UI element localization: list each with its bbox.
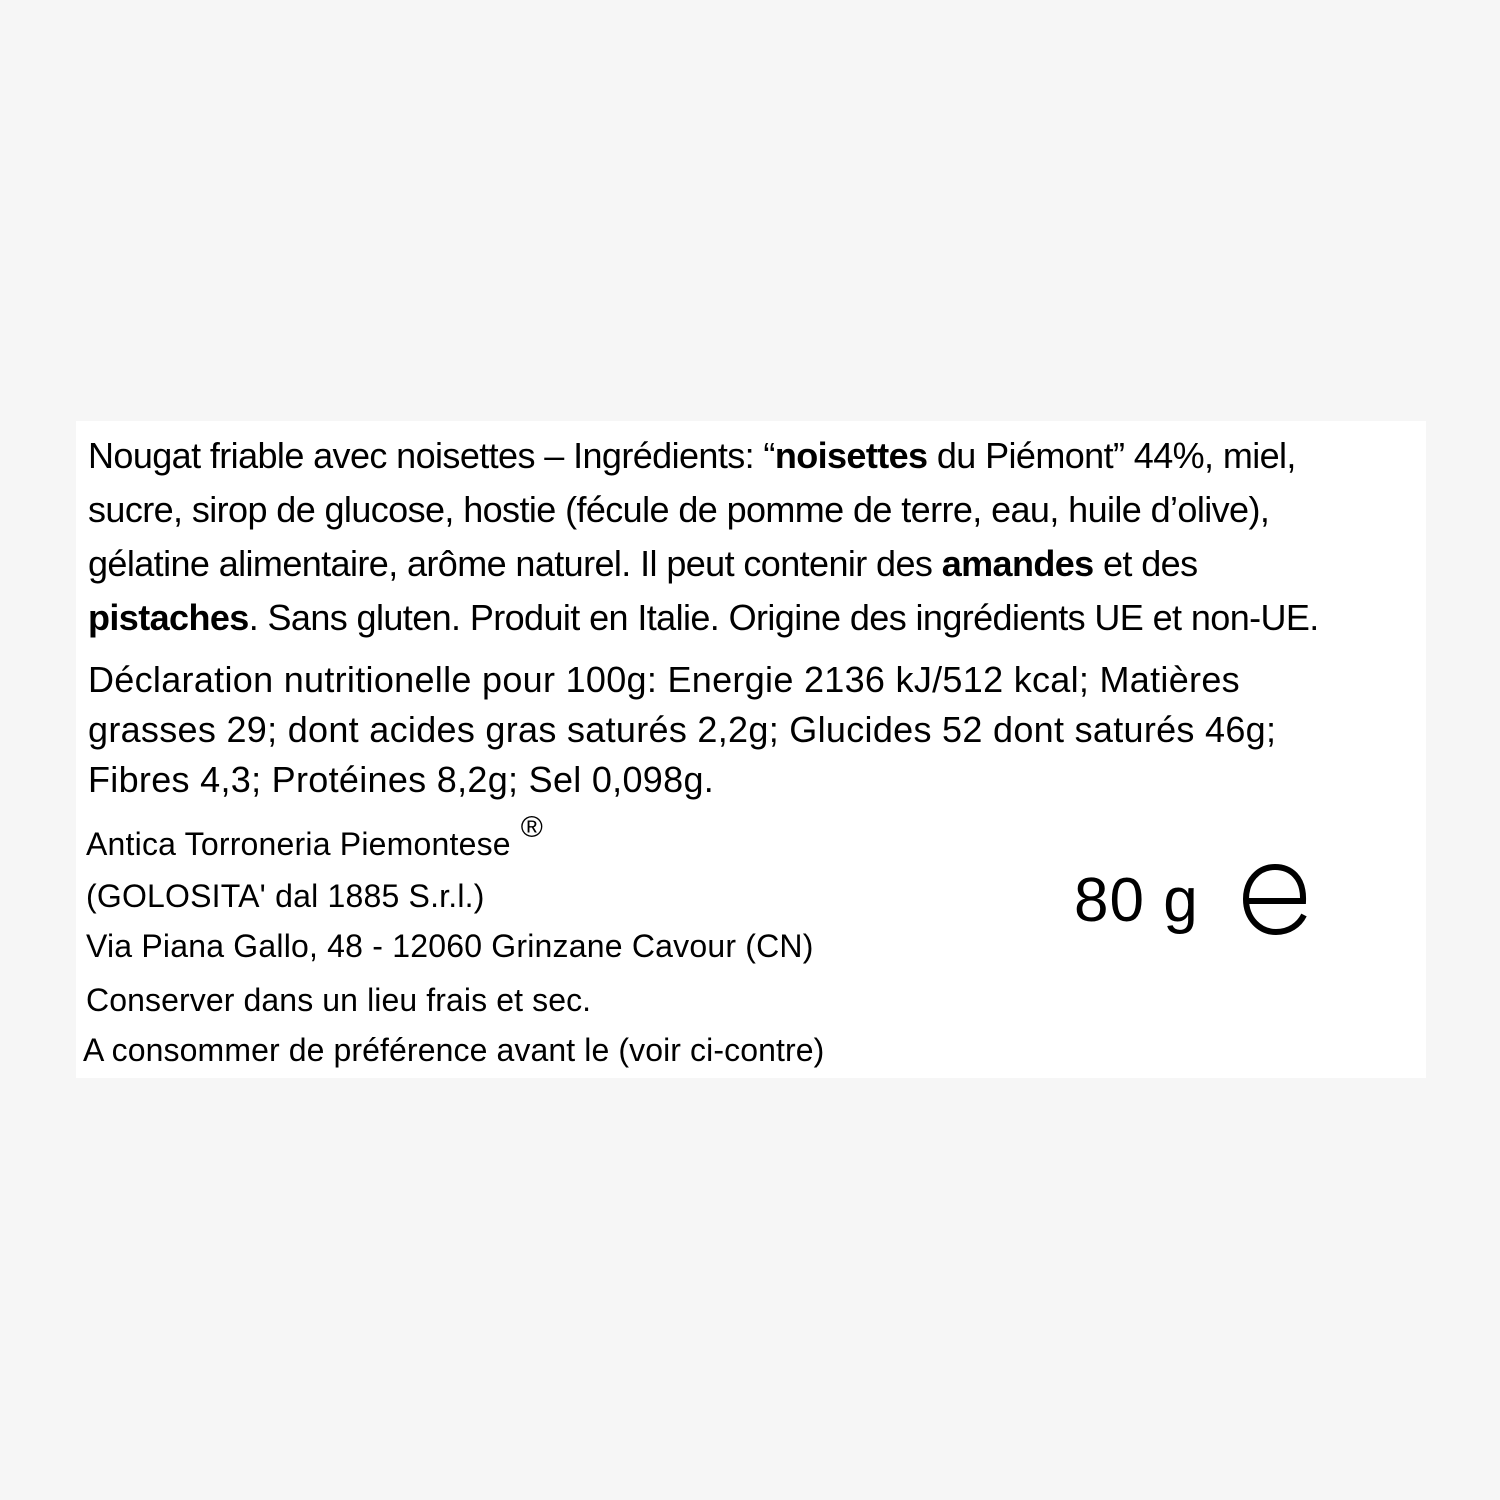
nutrition-line-1: Déclaration nutritionelle pour 100g: Energie 2136 kJ/512 kcal; Matières (88, 659, 1240, 700)
best-before-text: A consommer de préférence avant le (voir ci-contre) (83, 1032, 825, 1068)
conservation-text: Conserver dans un lieu frais et sec. (86, 982, 592, 1018)
net-weight: 80 g (1074, 866, 1199, 935)
ingredients-line-1: Nougat friable avec noisettes – Ingrédients: “noisettes du Piémont” 44%, miel, (88, 435, 1296, 476)
company-name-line (86, 811, 814, 871)
company-legal-name: (GOLOSITA' dal 1885 S.r.l.) (86, 878, 485, 914)
company-name: Antica Torroneria Piemontese (86, 826, 511, 862)
company-address: Via Piana Gallo, 48 - 12060 Grinzane Cavour (CN) (86, 928, 814, 964)
registered-mark: ® (520, 811, 544, 844)
product-label (76, 421, 1426, 1078)
nutrition-declaration (88, 655, 1418, 805)
allergen-noisettes: noisettes (774, 435, 928, 476)
storage-info (83, 975, 825, 1075)
manufacturer-info (86, 811, 814, 971)
nutrition-line-3: Fibres 4,3; Protéines 8,2g; Sel 0,098g. (88, 759, 715, 800)
ingredients-line-2: sucre, sirop de glucose, hostie (fécule de pomme de terre, eau, huile d’olive), (88, 489, 1270, 530)
nutrition-line-2: grasses 29; dont acides gras saturés 2,2g; Glucides 52 dont saturés 46g; (88, 709, 1277, 750)
ingredients-text (88, 429, 1418, 645)
ingredients-line-4: pistaches. Sans gluten. Produit en Italie. Origine des ingrédients UE et non-UE. (88, 597, 1319, 638)
estimated-sign-icon (1240, 839, 1310, 939)
allergen-amandes: amandes (941, 543, 1094, 584)
allergen-pistaches: pistaches (88, 597, 249, 638)
ingredients-line-3: gélatine alimentaire, arôme naturel. Il peut contenir des amandes et des (88, 543, 1198, 584)
